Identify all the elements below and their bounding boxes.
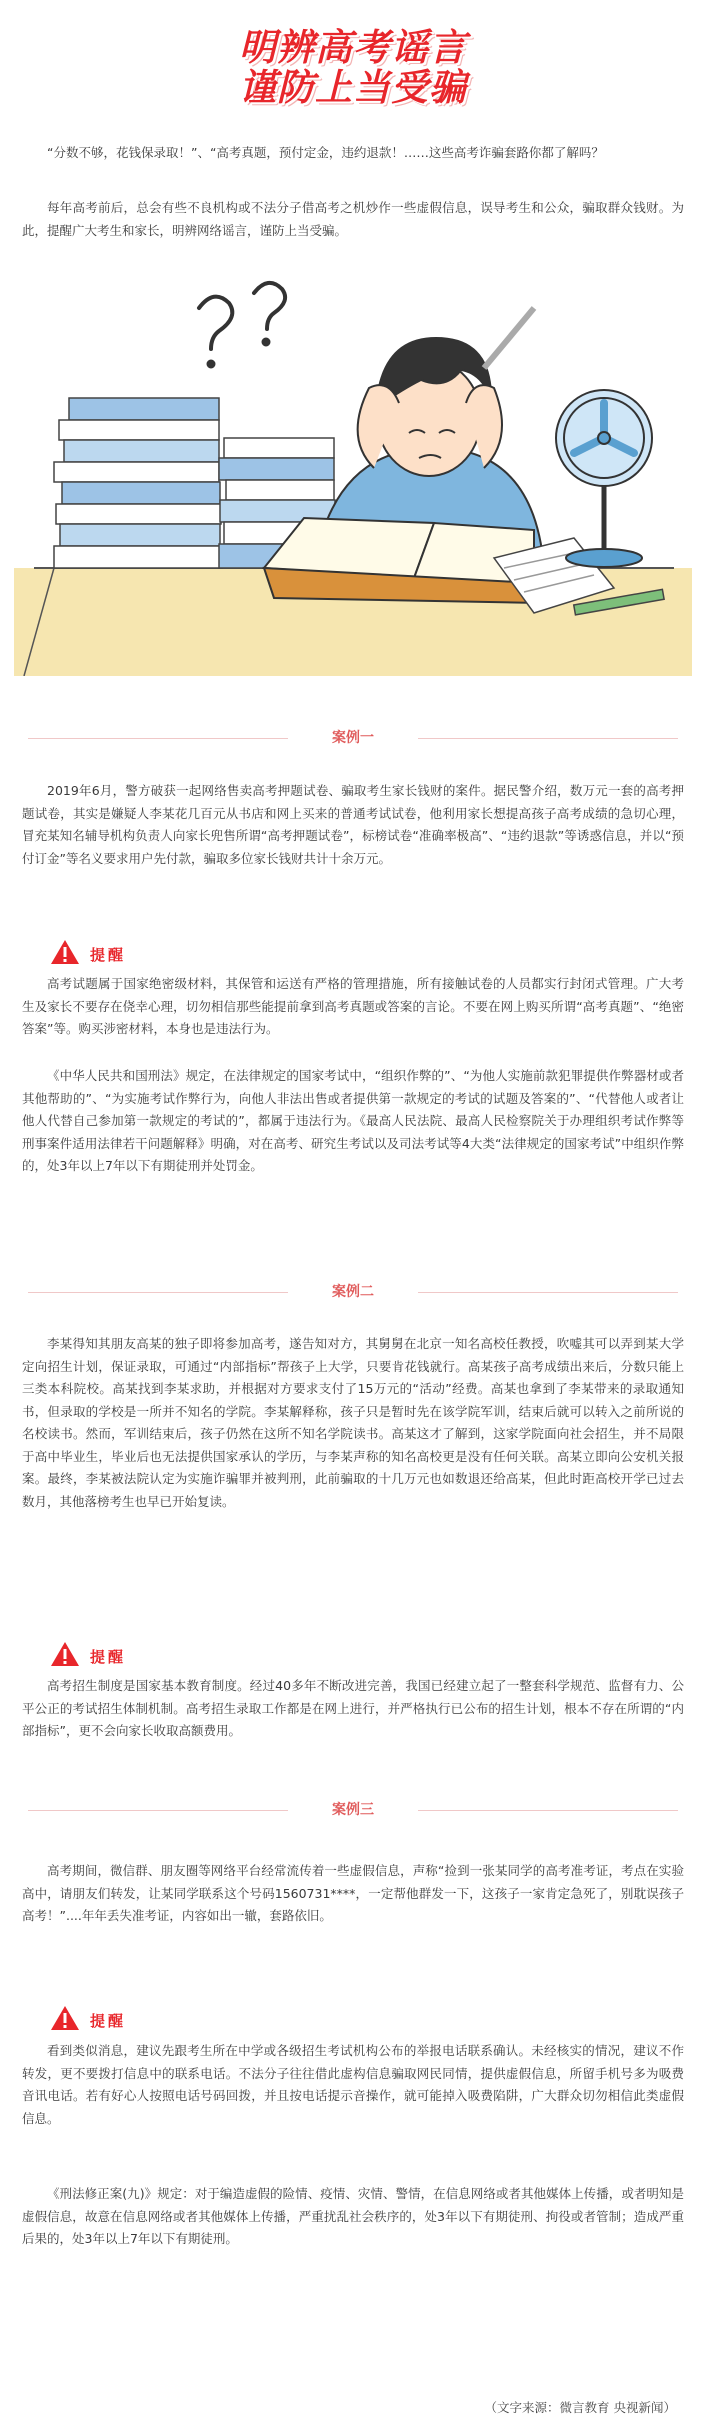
- case-2-header: [0, 1282, 706, 1302]
- case-1-tip-paragraph-2: 《中华人民共和国刑法》规定，在法律规定的国家考试中，“组织作弊的”、“为他人实施前款犯罪提供作弊器材或者其他帮助的”、“为实施考试作弊行为，向他人非法出售或者提供第一款规定的考试的试题及答案的”、“代替他人或者让他人代替自己参加第一款规定的考试的”，都属于违法行为。《最高人民法院、最高人民检察院关于办理组织考试作弊等刑事案件适用法律若干问题解释》明确，对在高考、研究生考试以及司法考试等4大类“法律规定的国家考试”中组织作弊的，处3年以上7年以下有期徒刑并处罚金。: [22, 1068, 684, 1173]
- intro-paragraph-1: “分数不够，花钱保录取！”、“高考真题，预付定金，违约退款！……这些高考诈骗套路你都了解吗？: [47, 145, 604, 160]
- warning-triangle-icon: [50, 938, 80, 966]
- case-1-text: 2019年6月，警方破获一起网络售卖高考押题试卷、骗取考生家长钱财的案件。据民警介绍，数万元一套的高考押题试卷，其实是嫌疑人李某花几百元从书店和网上买来的普通考试试卷，他利用家长想提高孩子高考成绩的急切心理，冒充某知名辅导机构负责人向家长兜售所谓“高考押题试卷”，标榜试卷“准确率极高”、“违约退款”等诱惑信息，并以“预付订金”等名义要求用户先付款，骗取多位家长钱财共计十余万元。: [22, 783, 684, 866]
- case-2-label: 案例二: [332, 1284, 374, 1300]
- source-credit: （文字来源：微言教育 央视新闻）: [484, 2400, 676, 2415]
- case-2-text: 李某得知其朋友高某的独子即将参加高考，遂告知对方，其舅舅在北京一知名高校任教授，吹嘘其可以弄到某大学定向招生计划，保证录取，可通过“内部指标”帮孩子上大学，只要肯花钱就行。高某孩子高考成绩出来后，分数只能上三类本科院校。高某找到李某求助，并根据对方要求支付了15万元的“活动”经费。高某也拿到了李某带来的录取通知书，但录取的学校是一所并不知名的学院。李某解释称，孩子只是暂时先在该学院军训，结束后就可以转入之前所说的名校读书。然而，军训结束后，孩子仍然在这所不知名学院读书。高某这才了解到，这家学院面向社会招生，并不局限于高中毕业生，毕业后也无法提供国家承认的学历，与李某声称的知名高校更是没有任何关联。高某立即向公安机关报案。最终，李某被法院认定为实施诈骗罪并被判刑，此前骗取的十几万元也如数退还给高某，但此时距高校开学已过去数月，其他落榜考生也早已开始复读。: [22, 1336, 684, 1509]
- case-1-header: [0, 728, 706, 748]
- case-1-tip-label: 提醒: [90, 946, 127, 964]
- case-3-text: 高考期间，微信群、朋友圈等网络平台经常流传着一些虚假信息，声称“捡到一张某同学的高考准考证，考点在实验高中，请朋友们转发，让某同学联系这个号码1560731****，一定帮他群发一下，这孩子一家肯定急死了，别耽误孩子高考！”....年年丢失准考证，内容如出一辙，套路依旧。: [22, 1863, 684, 1923]
- title-line-2: 谨防上当受骗: [239, 66, 467, 109]
- case-3-tip-paragraph-1: 看到类似消息，建议先跟考生所在中学或各级招生考试机构公布的举报电话联系确认。未经核实的情况，建议不作转发，更不要拨打信息中的联系电话。不法分子往往借此虚构信息骗取网民同情，提供虚假信息，所留手机号多为吸费音讯电话。若有好心人按照电话号码回拨，并且按电话提示音操作，就可能掉入吸费陷阱，广大群众切勿相信此类虚假信息。: [22, 2043, 684, 2126]
- warning-triangle-icon: [50, 1640, 80, 1668]
- case-1-tip-paragraph-1: 高考试题属于国家绝密级材料，其保管和运送有严格的管理措施，所有接触试卷的人员都实行封闭式管理。广大考生及家长不要存在侥幸心理，切勿相信那些能提前拿到高考真题或答案的言论。不要在网上购买所谓“高考真题”、“绝密答案”等。购买涉密材料，本身也是违法行为。: [22, 976, 684, 1036]
- case-3-tip-paragraph-2: 《刑法修正案(九)》规定：对于编造虚假的险情、疫情、灾情、警情，在信息网络或者其他媒体上传播，或者明知是虚假信息，故意在信息网络或者其他媒体上传播，严重扰乱社会秩序的，处3年以下有期徒刑、拘役或者管制；造成严重后果的，处3年以上7年以下有期徒刑。: [22, 2186, 684, 2246]
- case-1-label: 案例一: [332, 730, 374, 746]
- case-3-tip-label: 提醒: [90, 2012, 127, 2030]
- case-3-label: 案例三: [332, 1802, 374, 1818]
- case-3-header: [0, 1800, 706, 1820]
- case-2-tip-paragraph-1: 高考招生制度是国家基本教育制度。经过40多年不断改进完善，我国已经建立起了一整套科学规范、监督有力、公平公正的考试招生体制机制。高考招生录取工作都是在网上进行，并严格执行已公布的招生计划，根本不存在所谓的“内部指标”，更不会向家长收取高额费用。: [22, 1678, 684, 1738]
- title-line-1: 明辨高考谣言: [239, 26, 467, 69]
- intro-paragraph-2: 每年高考前后，总会有些不良机构或不法分子借高考之机炒作一些虚假信息，误导考生和公众，骗取群众钱财。为此，提醒广大考生和家长，明辨网络谣言，谨防上当受骗。: [22, 200, 684, 238]
- page-title: [0, 28, 706, 108]
- case-2-tip-label: 提醒: [90, 1648, 127, 1666]
- warning-triangle-icon: [50, 2004, 80, 2032]
- stressed-student-illustration: [14, 268, 692, 676]
